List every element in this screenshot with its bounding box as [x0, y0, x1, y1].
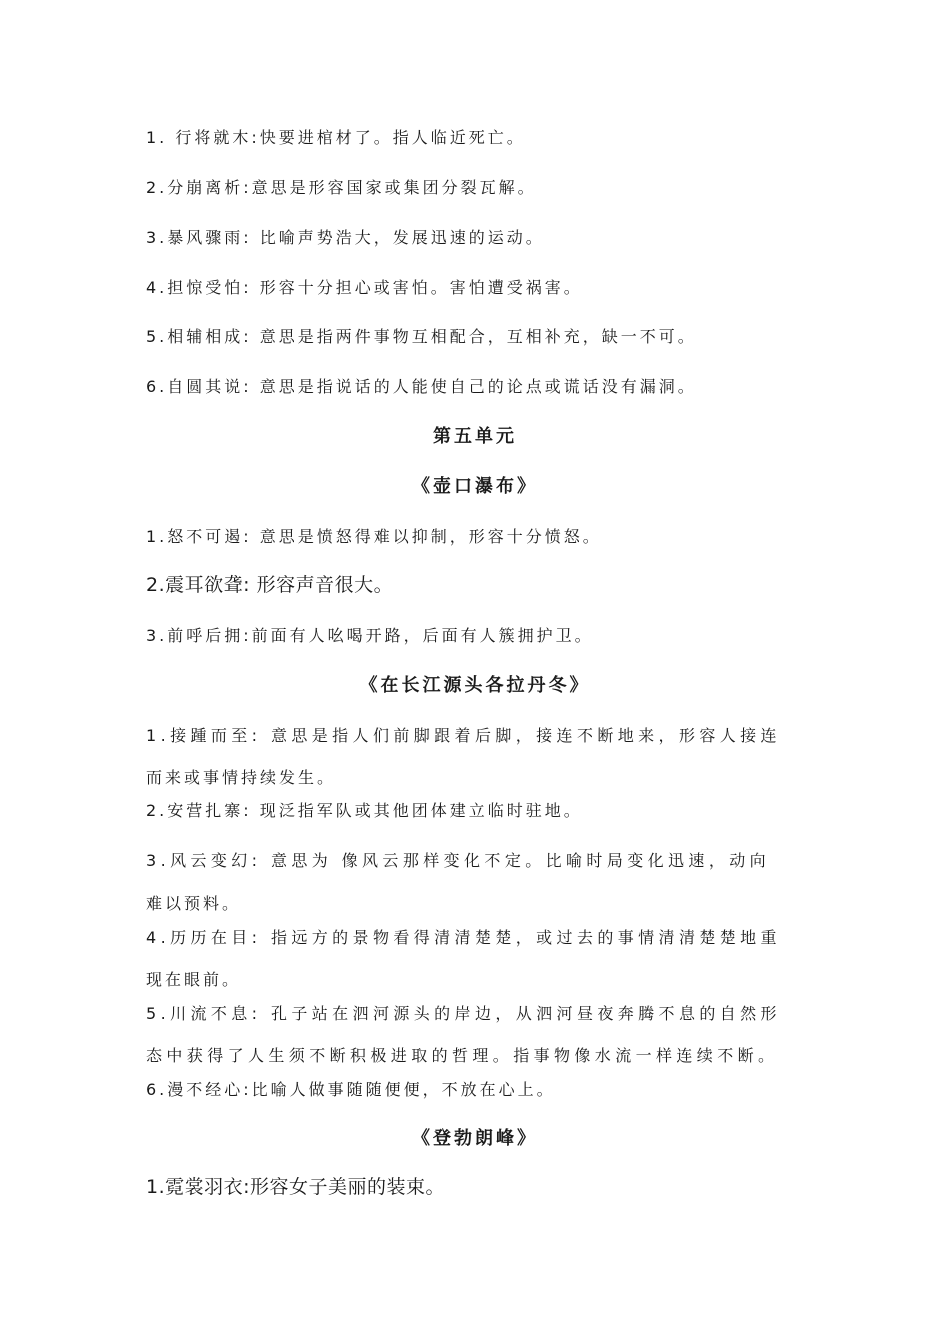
idiom-line-continued: 态中获得了人生须不断积极进取的哲理。指事物像水流一样连续不断。: [146, 1046, 779, 1065]
idiom-line: 4.担惊受怕: 形容十分担心或害怕。害怕遭受祸害。: [146, 278, 583, 297]
idiom-line: 3.风云变幻: 意思为 像风云那样变化不定。比喻时局变化迅速，动向: [146, 851, 771, 870]
idiom-line: 6.漫不经心:比喻人做事随随便便，不放在心上。: [146, 1080, 556, 1099]
idiom-line: 4.历历在目: 指远方的景物看得清清楚楚，或过去的事情清清楚楚地重: [146, 928, 781, 947]
idiom-line: 2.震耳欲聋: 形容声音很大。: [146, 574, 394, 596]
idiom-line: 1.怒不可遏: 意思是愤怒得难以抑制，形容十分愤怒。: [146, 527, 602, 546]
idiom-line: 3.前呼后拥:前面有人吆喝开路，后面有人簇拥护卫。: [146, 626, 594, 645]
lesson-heading: 《登勃朗峰》: [412, 1128, 538, 1149]
idiom-line-continued: 现在眼前。: [146, 970, 242, 989]
lesson-heading: 《壶口瀑布》: [412, 476, 538, 497]
idiom-line: 5.川流不息: 孔子站在泗河源头的岸边，从泗河昼夜奔腾不息的自然形: [146, 1004, 781, 1023]
idiom-line: 1.接踵而至: 意思是指人们前脚跟着后脚，接连不断地来，形容人接连: [146, 726, 781, 745]
idiom-line-continued: 而来或事情持续发生。: [146, 768, 337, 787]
idiom-line: 3.暴风骤雨: 比喻声势浩大，发展迅速的运动。: [146, 228, 545, 247]
idiom-line: 2.安营扎寨: 现泛指军队或其他团体建立临时驻地。: [146, 801, 583, 820]
unit-heading: 第五单元: [433, 426, 517, 447]
idiom-line: 5.相辅相成: 意思是指两件事物互相配合，互相补充，缺一不可。: [146, 327, 697, 346]
idiom-line: 1. 行将就木:快要进棺材了。指人临近死亡。: [146, 128, 526, 147]
idiom-line: 1.霓裳羽衣:形容女子美丽的装束。: [146, 1176, 446, 1198]
idiom-line: 2.分崩离析:意思是形容国家或集团分裂瓦解。: [146, 178, 537, 197]
idiom-line: 6.自圆其说: 意思是指说话的人能使自己的论点或谎话没有漏洞。: [146, 377, 697, 396]
idiom-line-continued: 难以预料。: [146, 894, 242, 913]
lesson-heading: 《在长江源头各拉丹冬》: [359, 675, 591, 696]
